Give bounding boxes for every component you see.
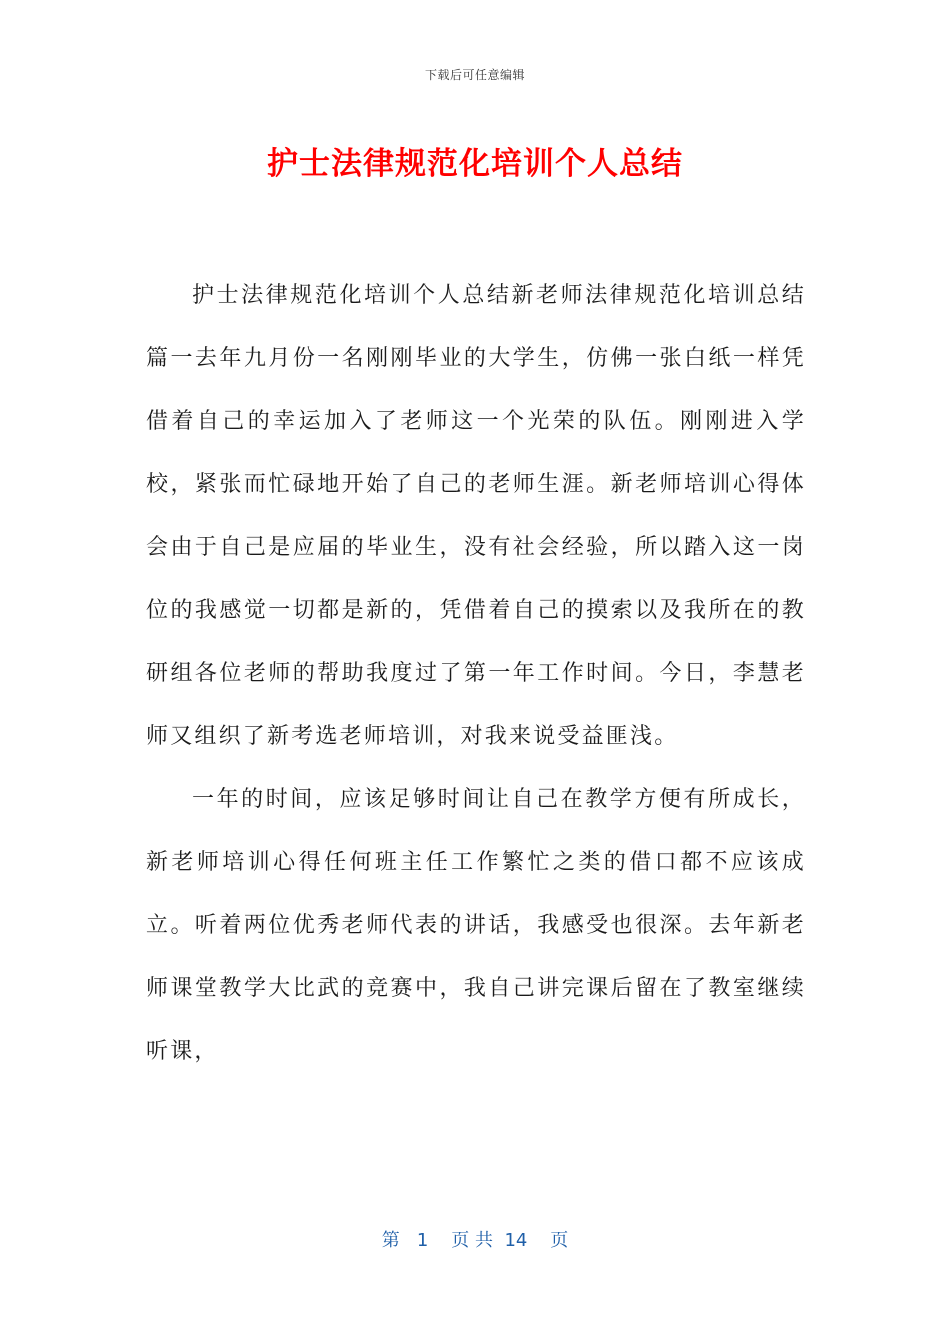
footer-current-page: 1 [416, 1230, 429, 1251]
header-note: 下载后可任意编辑 [424, 68, 525, 82]
page-footer [0, 1226, 950, 1252]
document-body [146, 264, 806, 1083]
footer-middle: 页 共 [451, 1230, 493, 1251]
document-title: 护士法律规范化培训个人总结 [267, 146, 683, 182]
footer-suffix: 页 [550, 1230, 569, 1251]
footer-prefix: 第 [381, 1230, 400, 1251]
paragraph-1: 护士法律规范化培训个人总结新老师法律规范化培训总结篇一去年九月份一名刚刚毕业的大学生，仿佛一张白纸一样凭借着自己的幸运加入了老师这一个光荣的队伍。刚刚进入学校，紧张而忙碌地开始了自己的老师生涯。新老师培训心得体会由于自己是应届的毕业生，没有社会经验，所以踏入这一岗位的我感觉一切都是新的，凭借着自己的摸索以及我所在的教研组各位老师的帮助我度过了第一年工作时间。今日，李慧老师又组织了新考选老师培训，对我来说受益匪浅。 [146, 283, 806, 749]
paragraph-2: 一年的时间，应该足够时间让自己在教学方便有所成长，新老师培训心得任何班主任工作繁忙之类的借口都不应该成立。听着两位优秀老师代表的讲话，我感受也很深。去年新老师课堂教学大比武的竞赛中，我自己讲完课后留在了教室继续听课， [146, 787, 806, 1064]
footer-total-pages: 14 [504, 1230, 528, 1251]
